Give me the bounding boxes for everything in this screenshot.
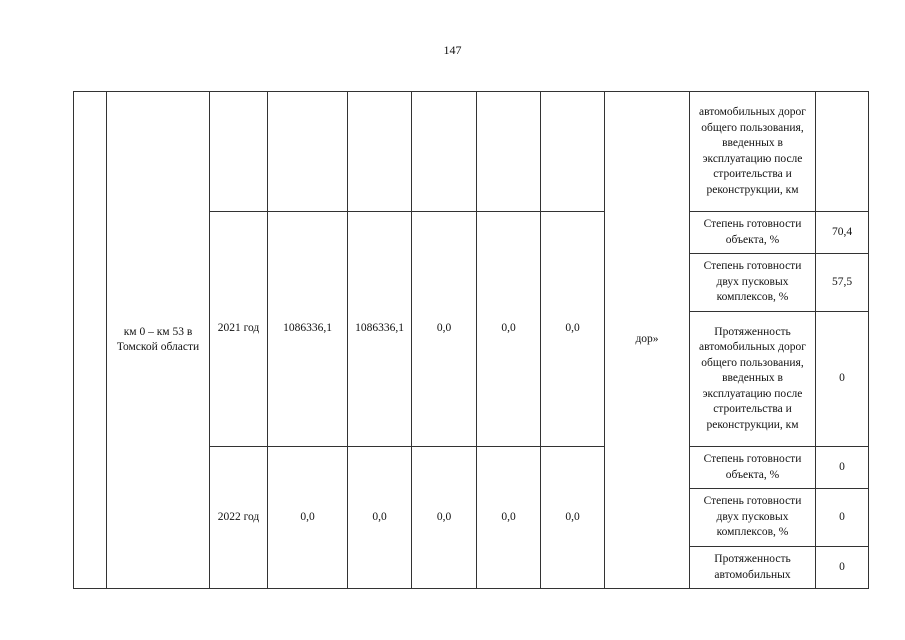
table-row (74, 92, 869, 212)
other-cell: 0,0 (541, 212, 605, 447)
row-number-cell (74, 92, 107, 589)
indicator-value-cell: 57,5 (816, 254, 869, 312)
indicator-value-cell (816, 92, 869, 212)
total-cell: 0,0 (268, 447, 348, 589)
indicator-name-cell: Степень готовности объекта, % (690, 447, 816, 489)
other-cell: 0,0 (541, 447, 605, 589)
indicator-value-cell: 0 (816, 547, 869, 589)
year-cell: 2021 год (210, 212, 268, 447)
indicator-name-cell: Степень готовности двух пусковых комплексов, % (690, 489, 816, 547)
executor-cell: дор» (605, 92, 690, 589)
indicator-name-cell: Степень готовности двух пусковых комплексов, % (690, 254, 816, 312)
indicator-name-cell: Протяженность автомобильных (690, 547, 816, 589)
indicator-name-cell: Степень готовности объекта, % (690, 212, 816, 254)
other-cell (541, 92, 605, 212)
total-cell: 1086336,1 (268, 212, 348, 447)
federal-cell (348, 92, 412, 212)
indicator-value-cell: 0 (816, 312, 869, 447)
indicator-name-cell: автомобильных дорог общего пользования, введенных в эксплуатацию после строительства и реконструкции, км (690, 92, 816, 212)
indicator-value-cell: 70,4 (816, 212, 869, 254)
local-cell: 0,0 (477, 447, 541, 589)
budget-table (73, 91, 869, 589)
indicator-value-cell: 0 (816, 489, 869, 547)
regional-cell (412, 92, 477, 212)
object-name-cell: км 0 – км 53 в Томской области (107, 92, 210, 589)
year-cell (210, 92, 268, 212)
indicator-value-cell: 0 (816, 447, 869, 489)
federal-cell: 0,0 (348, 447, 412, 589)
regional-cell: 0,0 (412, 212, 477, 447)
year-cell: 2022 год (210, 447, 268, 589)
total-cell (268, 92, 348, 212)
local-cell: 0,0 (477, 212, 541, 447)
indicator-name-cell: Протяженность автомобильных дорог общего пользования, введенных в эксплуатацию после строительства и реконструкции, км (690, 312, 816, 447)
local-cell (477, 92, 541, 212)
page-number: 147 (443, 43, 462, 57)
regional-cell: 0,0 (412, 447, 477, 589)
federal-cell: 1086336,1 (348, 212, 412, 447)
